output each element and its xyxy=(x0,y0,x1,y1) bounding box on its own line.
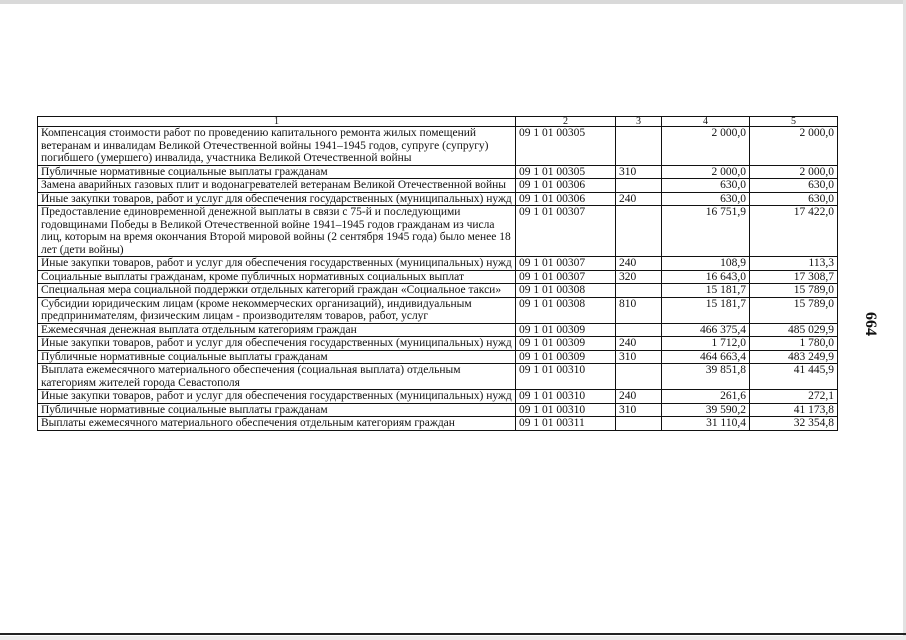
cell-expense-type: 320 xyxy=(616,270,662,284)
cell-value-col4: 630,0 xyxy=(662,179,750,193)
cell-name: Замена аварийных газовых плит и водонагревателей ветеранам Великой Отечественной войны xyxy=(38,179,516,193)
cell-name: Выплаты ежемесячного материального обеспечения отдельным категориям граждан xyxy=(38,417,516,431)
cell-value-col4: 108,9 xyxy=(662,257,750,271)
cell-name: Публичные нормативные социальные выплаты гражданам xyxy=(38,350,516,364)
cell-expense-type xyxy=(616,127,662,166)
cell-name: Иные закупки товаров, работ и услуг для обеспечения государственных (муниципальных) нужд xyxy=(38,337,516,351)
cell-value-col5: 630,0 xyxy=(750,192,838,206)
table-row xyxy=(38,284,838,298)
cell-value-col4: 464 663,4 xyxy=(662,350,750,364)
cell-name: Иные закупки товаров, работ и услуг для обеспечения государственных (муниципальных) нужд xyxy=(38,192,516,206)
cell-code: 09 1 01 00308 xyxy=(516,284,616,298)
cell-value-col5: 1 780,0 xyxy=(750,337,838,351)
cell-value-col4: 15 181,7 xyxy=(662,297,750,323)
cell-code: 09 1 01 00308 xyxy=(516,297,616,323)
header-col-4: 4 xyxy=(662,117,750,127)
cell-value-col5: 113,3 xyxy=(750,257,838,271)
cell-expense-type xyxy=(616,323,662,337)
table-row xyxy=(38,192,838,206)
cell-value-col5: 630,0 xyxy=(750,179,838,193)
table-row xyxy=(38,206,838,257)
scan-edge-bottom-shadow xyxy=(0,636,906,640)
cell-value-col5: 272,1 xyxy=(750,390,838,404)
cell-value-col4: 2 000,0 xyxy=(662,127,750,166)
cell-code: 09 1 01 00305 xyxy=(516,127,616,166)
cell-expense-type: 810 xyxy=(616,297,662,323)
table-row xyxy=(38,364,838,390)
cell-code: 09 1 01 00307 xyxy=(516,206,616,257)
cell-value-col5: 483 249,9 xyxy=(750,350,838,364)
cell-value-col4: 39 851,8 xyxy=(662,364,750,390)
table-row xyxy=(38,350,838,364)
cell-expense-type: 240 xyxy=(616,257,662,271)
cell-value-col5: 485 029,9 xyxy=(750,323,838,337)
cell-name: Выплата ежемесячного материального обеспечения (социальная выплата) отдельным категориям жителей города Севастополя xyxy=(38,364,516,390)
cell-value-col4: 1 712,0 xyxy=(662,337,750,351)
cell-value-col4: 630,0 xyxy=(662,192,750,206)
cell-expense-type: 310 xyxy=(616,350,662,364)
cell-expense-type xyxy=(616,364,662,390)
cell-name: Иные закупки товаров, работ и услуг для обеспечения государственных (муниципальных) нужд xyxy=(38,257,516,271)
scan-edge-top xyxy=(0,0,906,4)
table-row xyxy=(38,417,838,431)
table-row xyxy=(38,297,838,323)
cell-value-col5: 2 000,0 xyxy=(750,127,838,166)
cell-name: Публичные нормативные социальные выплаты гражданам xyxy=(38,403,516,417)
table-row xyxy=(38,337,838,351)
cell-expense-type: 240 xyxy=(616,337,662,351)
cell-value-col4: 261,6 xyxy=(662,390,750,404)
cell-value-col5: 2 000,0 xyxy=(750,165,838,179)
cell-value-col5: 17 422,0 xyxy=(750,206,838,257)
table-row xyxy=(38,127,838,166)
cell-name: Публичные нормативные социальные выплаты гражданам xyxy=(38,165,516,179)
cell-code: 09 1 01 00309 xyxy=(516,337,616,351)
cell-value-col4: 16 751,9 xyxy=(662,206,750,257)
cell-name: Ежемесячная денежная выплата отдельным категориям граждан xyxy=(38,323,516,337)
cell-code: 09 1 01 00309 xyxy=(516,350,616,364)
cell-name: Субсидии юридическим лицам (кроме некоммерческих организаций), индивидуальным предпринимателям, физическим лицам - производителям товаров, работ, услуг xyxy=(38,297,516,323)
table-row xyxy=(38,165,838,179)
cell-code: 09 1 01 00310 xyxy=(516,403,616,417)
table-row xyxy=(38,179,838,193)
cell-code: 09 1 01 00307 xyxy=(516,270,616,284)
header-row xyxy=(38,117,838,127)
header-col-1: 1 xyxy=(38,117,516,127)
cell-value-col4: 31 110,4 xyxy=(662,417,750,431)
cell-value-col5: 41 173,8 xyxy=(750,403,838,417)
cell-expense-type: 310 xyxy=(616,165,662,179)
table-row xyxy=(38,323,838,337)
cell-value-col4: 16 643,0 xyxy=(662,270,750,284)
budget-table xyxy=(37,116,838,431)
page-number: 664 xyxy=(862,312,879,336)
header-col-2: 2 xyxy=(516,117,616,127)
cell-expense-type xyxy=(616,179,662,193)
cell-name: Предоставление единовременной денежной выплаты в связи с 75-й и последующими годовщинами Победы в Великой Отечественной войне 1941–1945 годов гражданам из числа лиц, которым на время окончания Второй мировой войны (2 сентября 1945 года) было менее 18 лет (дети войны) xyxy=(38,206,516,257)
cell-value-col5: 17 308,7 xyxy=(750,270,838,284)
table-body xyxy=(38,127,838,431)
cell-code: 09 1 01 00309 xyxy=(516,323,616,337)
cell-name: Специальная мера социальной поддержки отдельных категорий граждан «Социальное такси» xyxy=(38,284,516,298)
cell-code: 09 1 01 00310 xyxy=(516,390,616,404)
cell-value-col5: 41 445,9 xyxy=(750,364,838,390)
cell-code: 09 1 01 00306 xyxy=(516,192,616,206)
cell-expense-type xyxy=(616,284,662,298)
scan-edge-bottom xyxy=(0,633,906,635)
cell-value-col5: 32 354,8 xyxy=(750,417,838,431)
cell-value-col4: 466 375,4 xyxy=(662,323,750,337)
cell-code: 09 1 01 00305 xyxy=(516,165,616,179)
cell-name: Иные закупки товаров, работ и услуг для обеспечения государственных (муниципальных) нужд xyxy=(38,390,516,404)
cell-expense-type: 240 xyxy=(616,390,662,404)
cell-value-col4: 15 181,7 xyxy=(662,284,750,298)
table-row xyxy=(38,270,838,284)
cell-expense-type xyxy=(616,417,662,431)
cell-value-col4: 2 000,0 xyxy=(662,165,750,179)
cell-expense-type: 240 xyxy=(616,192,662,206)
cell-code: 09 1 01 00306 xyxy=(516,179,616,193)
table-row xyxy=(38,403,838,417)
table-row xyxy=(38,257,838,271)
cell-value-col4: 39 590,2 xyxy=(662,403,750,417)
cell-value-col5: 15 789,0 xyxy=(750,284,838,298)
cell-expense-type xyxy=(616,206,662,257)
table-row xyxy=(38,390,838,404)
header-col-3: 3 xyxy=(616,117,662,127)
cell-code: 09 1 01 00311 xyxy=(516,417,616,431)
cell-code: 09 1 01 00310 xyxy=(516,364,616,390)
cell-name: Компенсация стоимости работ по проведению капитального ремонта жилых помещений ветеранам и инвалидам Великой Отечественной войны 1941–1945 годов, супруге (супругу) погибшего (умершего) инвалида, участника Великой Отечественной войны xyxy=(38,127,516,166)
cell-expense-type: 310 xyxy=(616,403,662,417)
cell-code: 09 1 01 00307 xyxy=(516,257,616,271)
header-col-5: 5 xyxy=(750,117,838,127)
cell-name: Социальные выплаты гражданам, кроме публичных нормативных социальных выплат xyxy=(38,270,516,284)
cell-value-col5: 15 789,0 xyxy=(750,297,838,323)
